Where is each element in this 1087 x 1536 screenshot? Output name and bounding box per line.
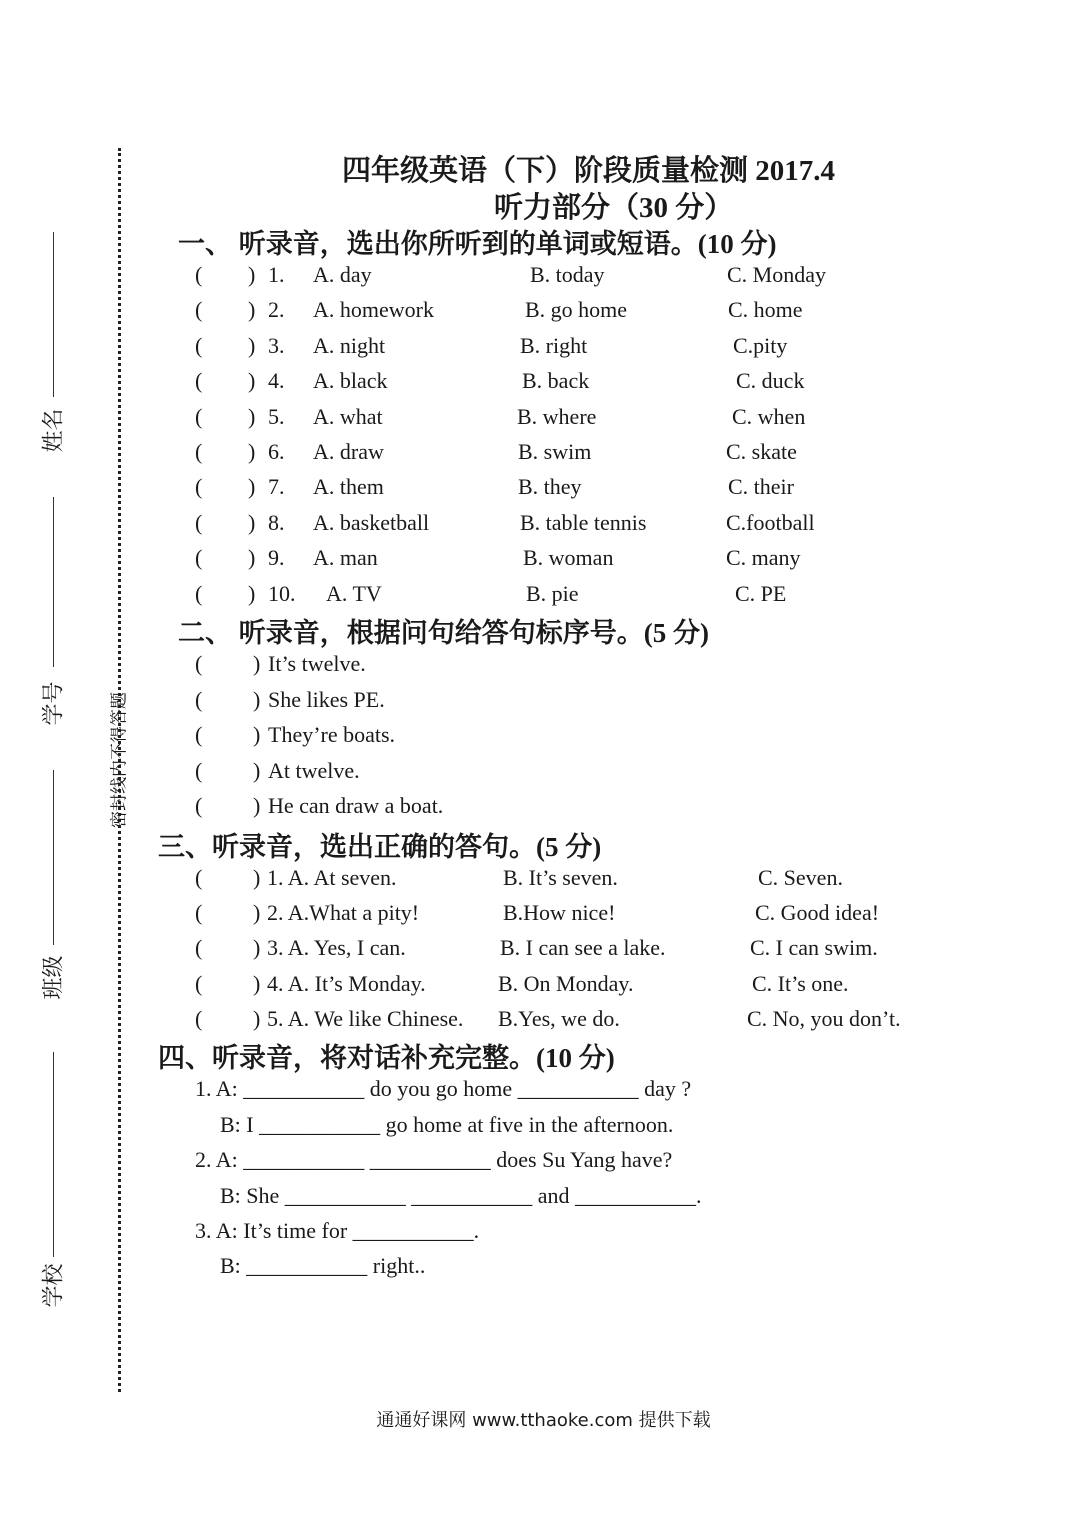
answer-paren-close: ) [253,686,261,712]
answer-paren-close: ) [253,900,261,926]
answer-paren-open[interactable]: ( [195,297,203,323]
option-a: 2. A.What a pity! [267,900,420,926]
answer-paren-close: ) [253,651,261,676]
option-a: A. black [313,368,388,394]
option-b: B. they [518,474,582,500]
option-a: A. them [313,474,384,500]
name-label: 姓名 [40,408,66,453]
answer-paren-open[interactable]: ( [195,793,203,818]
page-title: 四年级英语（下）阶段质量检测 2017.4 [342,155,836,187]
answer-paren-open[interactable]: ( [195,580,203,606]
question-number: 6. [268,439,285,464]
question-number: 7. [268,474,285,500]
option-a: A. man [313,545,378,571]
answer-paren-close: ) [248,580,256,606]
option-a: A. homework [313,297,434,323]
option-c: C. No, you don’t. [747,1005,901,1031]
answer-paren-open[interactable]: ( [195,368,203,394]
footer-note: 通通好课网 www.tthaoke.com 提供下载 [376,1410,711,1431]
section2-heading: 二、 听录音，根据问句给答句标序号。(5 分) [178,618,709,648]
answer-paren-open[interactable]: ( [195,403,203,429]
answer-paren-close: ) [248,368,256,394]
question-number: 5. [268,403,285,429]
option-b: B.How nice! [503,900,616,926]
student-no-label: 学号 [40,681,66,726]
option-c: C. I can swim. [750,935,878,961]
option-c: C. when [732,403,806,429]
answer-paren-open[interactable]: ( [195,439,203,464]
option-c: C. duck [736,368,805,394]
option-b: B. table tennis [520,509,647,535]
answer-paren-open[interactable]: ( [195,509,203,535]
answer-paren-close: ) [248,297,256,323]
answer-paren-open[interactable]: ( [195,332,203,358]
answer-paren-open[interactable]: ( [195,474,203,500]
option-c: C. PE [735,580,787,606]
question-number: 2. [268,297,285,323]
dialogue-line[interactable]: B: I ___________ go home at five in the afternoon. [220,1112,674,1137]
option-c: C. home [728,297,803,323]
question-number: 9. [268,545,285,571]
option-a: 5. A. We like Chinese. [267,1005,464,1031]
answer-paren-close: ) [248,262,256,287]
answer-paren-close: ) [253,722,261,747]
option-b: B. go home [525,297,628,323]
answer-paren-open[interactable]: ( [195,970,203,996]
page-subtitle: 听力部分（30 分） [494,192,734,224]
answer-paren-close: ) [248,403,256,429]
question-number: 8. [268,509,285,535]
option-b: B. today [530,262,605,287]
student-no-underline [53,770,54,945]
section3-heading: 三、听录音，选出正确的答句。(5 分) [158,832,602,862]
dialogue-line[interactable]: 2. A: ___________ ___________ does Su Yang have? [195,1147,673,1172]
seal-note: 密封线内不得答题 [109,692,130,828]
answer-paren-open[interactable]: ( [195,545,203,571]
answer-paren-close: ) [253,970,261,996]
option-c: C. Seven. [758,865,843,890]
answer-paren-close: ) [248,509,256,535]
option-b: B. On Monday. [498,970,634,996]
option-c: C. skate [726,439,797,464]
question-number: 4. [268,368,285,394]
answer-text: At twelve. [268,757,360,783]
option-a: 1. A. At seven. [267,865,397,890]
class-underline [53,1052,54,1257]
option-c: C. Good idea! [755,900,880,926]
section4-heading: 四、听录音，将对话补充完整。(10 分) [158,1043,615,1073]
dialogue-line[interactable]: 1. A: ___________ do you go home ___________ day ? [195,1076,692,1101]
question-number: 10. [268,580,296,606]
class-label: 班级 [40,955,66,1000]
answer-text: They’re boats. [268,722,396,747]
answer-text: She likes PE. [268,686,385,712]
option-a: 3. A. Yes, I can. [267,935,406,961]
option-c: C.pity [733,332,788,358]
answer-paren-close: ) [248,332,256,358]
answer-paren-open[interactable]: ( [195,900,203,926]
answer-paren-close: ) [253,865,261,890]
option-b: B. woman [523,545,614,571]
question-number: 1. [268,262,285,287]
dialogue-line[interactable]: 3. A: It’s time for ___________. [195,1218,480,1243]
option-b: B. where [517,403,597,429]
option-b: B. I can see a lake. [500,935,666,961]
option-b: B. pie [526,580,579,606]
section1-heading: 一、 听录音，选出你所听到的单词或短语。(10 分) [178,229,777,259]
answer-paren-open[interactable]: ( [195,1005,203,1031]
answer-paren-close: ) [248,439,256,464]
option-a: A. draw [313,439,384,464]
answer-paren-close: ) [253,793,261,818]
option-a: A. night [313,332,386,358]
answer-text: It’s twelve. [268,651,366,676]
option-a: A. TV [326,580,382,606]
option-b: B. right [520,332,588,358]
option-c: C. their [728,474,794,500]
option-a: 4. A. It’s Monday. [267,970,426,996]
answer-paren-open[interactable]: ( [195,722,203,747]
dialogue-line[interactable]: B: She ___________ ___________ and ___________. [220,1183,702,1208]
option-b: B. It’s seven. [503,865,618,890]
option-c: C. It’s one. [752,970,849,996]
name-underline [53,232,54,397]
option-b: B. back [522,368,590,394]
answer-paren-close: ) [253,1005,261,1031]
answer-paren-open[interactable]: ( [195,757,203,783]
answer-paren-open[interactable]: ( [195,651,203,676]
option-a: A. what [313,403,383,429]
answer-paren-close: ) [248,474,256,500]
answer-text: He can draw a boat. [268,793,444,818]
option-c: C. Monday [727,262,826,287]
answer-paren-close: ) [253,935,261,961]
option-c: C. many [726,545,801,571]
option-b: B.Yes, we do. [498,1005,620,1031]
name-line-lower [53,497,54,667]
answer-paren-open[interactable]: ( [195,865,203,890]
question-number: 3. [268,332,285,358]
dialogue-line[interactable]: B: ___________ right.. [220,1253,426,1278]
option-a: A. basketball [313,509,430,535]
answer-paren-open[interactable]: ( [195,686,203,712]
answer-paren-open[interactable]: ( [195,935,203,961]
option-c: C.football [726,509,815,535]
answer-paren-close: ) [253,757,261,783]
option-a: A. day [313,262,372,287]
answer-paren-open[interactable]: ( [195,262,203,287]
school-label: 学校 [40,1263,66,1308]
option-b: B. swim [518,439,592,464]
answer-paren-close: ) [248,545,256,571]
